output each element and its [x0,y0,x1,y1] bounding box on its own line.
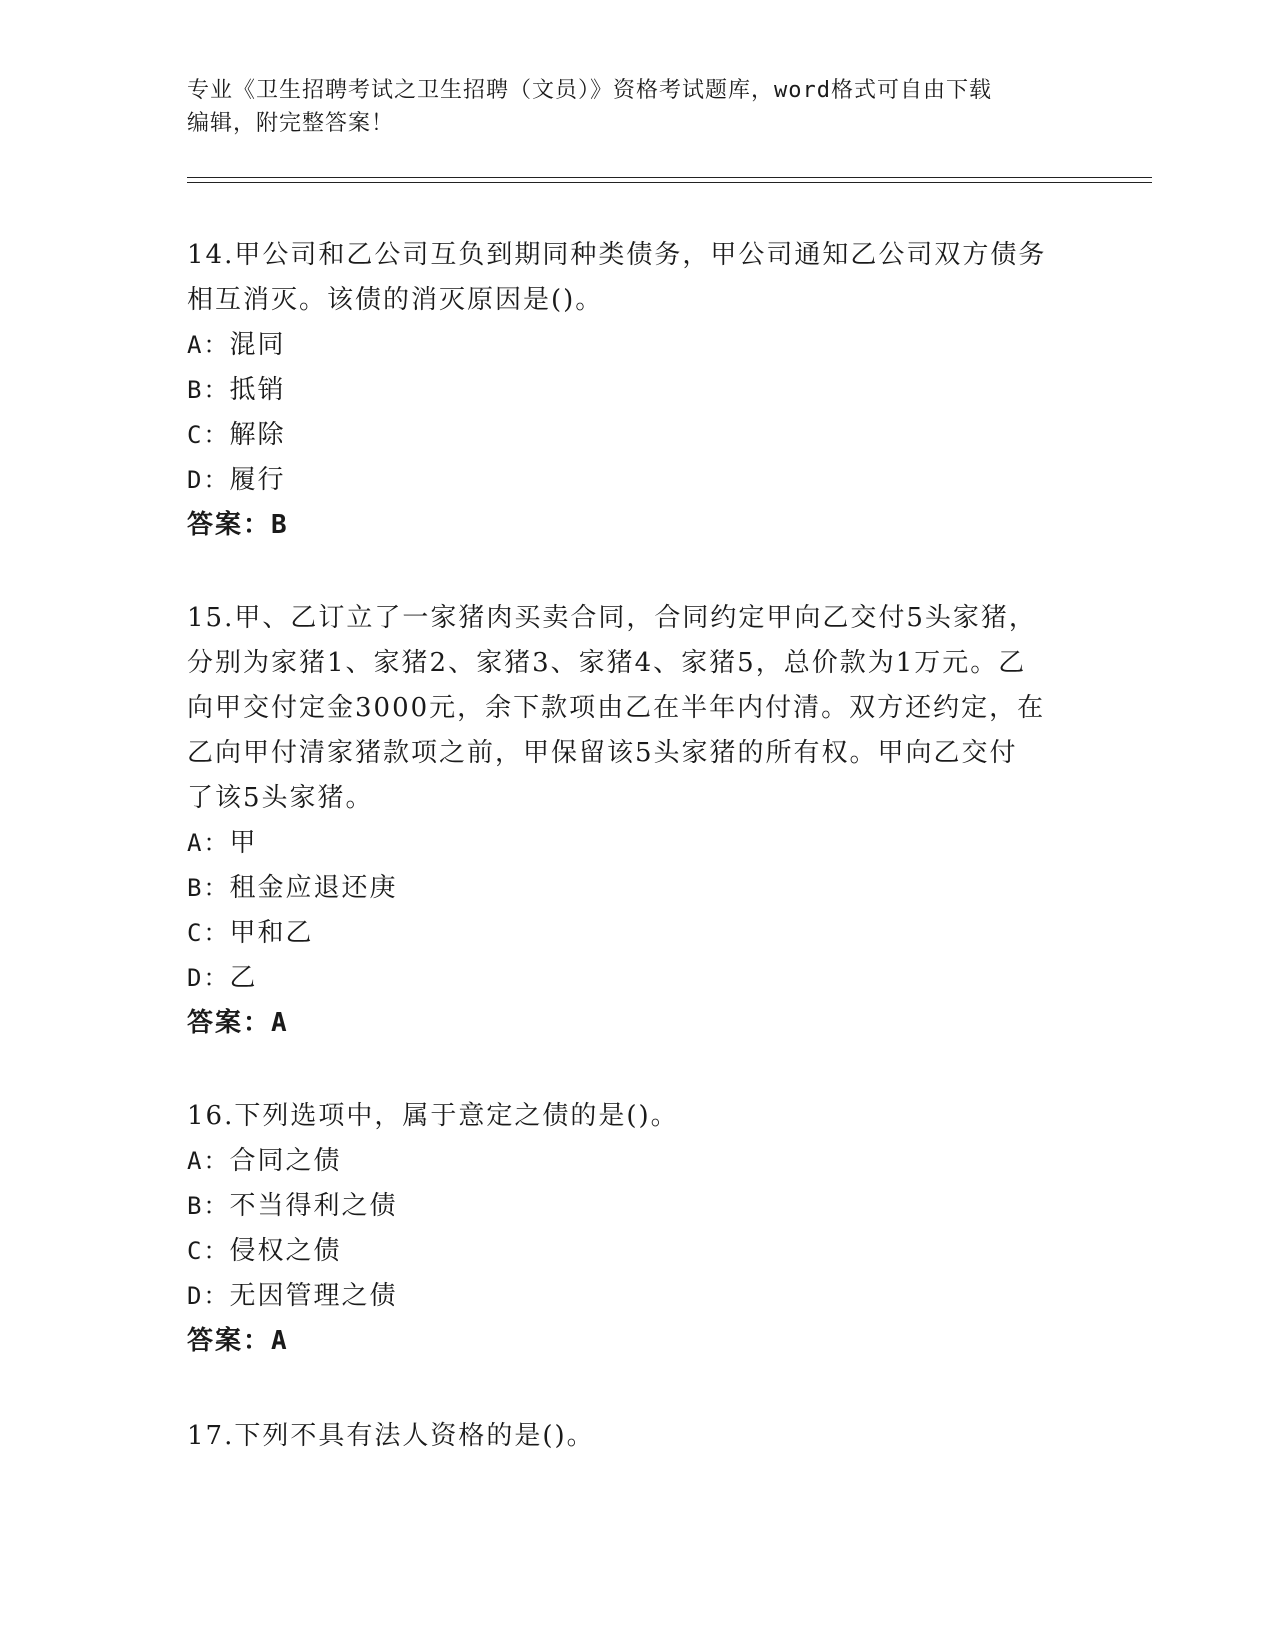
header-line-1: 专业《卫生招聘考试之卫生招聘（文员）》资格考试题库，word格式可自由下载 [187,78,992,103]
stem-line: 了该5头家猪。 [187,783,374,813]
question-15 [187,596,1077,1046]
stem-line: 分别为家猪1、家猪2、家猪3、家猪4、家猪5，总价款为1万元。乙 [187,648,1027,678]
stem-line: 17.下列不具有法人资格的是()。 [187,1421,595,1451]
option-list [187,1139,1077,1319]
stem-line: 相互消灭。该债的消灭原因是()。 [187,285,604,315]
question-17 [187,1414,1077,1459]
question-stem [187,233,1077,323]
option-text: 解除 [229,420,286,450]
option-letter: D： [187,964,230,992]
option-text: 合同之债 [229,1146,342,1176]
option-b [187,866,1077,911]
option-text: 履行 [229,465,286,495]
option-c [187,1229,1077,1274]
option-a [187,821,1077,866]
option-letter: D： [187,1282,230,1310]
option-letter: A： [187,331,230,359]
stem-line: 14.甲公司和乙公司互负到期同种类债务，甲公司通知乙公司双方债务 [187,240,1047,270]
option-letter: B： [187,1192,230,1220]
answer-label: 答案： [187,1326,272,1356]
option-letter: C： [187,421,230,449]
option-letter: B： [187,874,230,902]
answer-line [187,1319,1077,1364]
option-letter: C： [187,1237,230,1265]
option-text: 无因管理之债 [229,1281,398,1311]
answer-value: A [271,1326,289,1356]
answer-label: 答案： [187,1008,272,1038]
option-letter: B： [187,376,230,404]
stem-line: 16.下列选项中，属于意定之债的是()。 [187,1101,679,1131]
option-letter: C： [187,919,230,947]
option-d [187,458,1077,503]
option-text: 租金应退还庚 [229,873,398,903]
answer-value: B [271,510,289,540]
question-stem [187,1094,1077,1139]
option-b [187,1184,1077,1229]
stem-line: 15.甲、乙订立了一家猪肉买卖合同，合同约定甲向乙交付5头家猪， [187,603,1037,633]
option-letter: A： [187,1147,230,1175]
option-d [187,956,1077,1001]
stem-line: 乙向甲付清家猪款项之前，甲保留该5头家猪的所有权。甲向乙交付 [187,738,1018,768]
option-list [187,821,1077,1001]
answer-value: A [271,1008,289,1038]
option-text: 侵权之债 [229,1236,342,1266]
option-d [187,1274,1077,1319]
answer-label: 答案： [187,510,272,540]
answer-line [187,503,1077,548]
option-a [187,323,1077,368]
option-list [187,323,1077,503]
option-text: 抵销 [229,375,286,405]
question-14 [187,233,1077,548]
option-letter: A： [187,829,230,857]
option-text: 乙 [229,963,258,993]
option-b [187,368,1077,413]
document-header [187,74,1067,140]
question-16 [187,1094,1077,1364]
header-line-2: 编辑，附完整答案！ [187,111,395,136]
option-letter: D： [187,466,230,494]
option-c [187,911,1077,956]
question-stem [187,596,1077,821]
option-text: 甲和乙 [229,918,314,948]
option-a [187,1139,1077,1184]
question-stem [187,1414,1077,1459]
option-c [187,413,1077,458]
header-divider-bottom [187,182,1152,183]
option-text: 混同 [229,330,286,360]
option-text: 甲 [229,828,258,858]
stem-line: 向甲交付定金3000元，余下款项由乙在半年内付清。双方还约定，在 [187,693,1046,723]
header-divider-top [187,177,1152,178]
option-text: 不当得利之债 [229,1191,398,1221]
answer-line [187,1001,1077,1046]
